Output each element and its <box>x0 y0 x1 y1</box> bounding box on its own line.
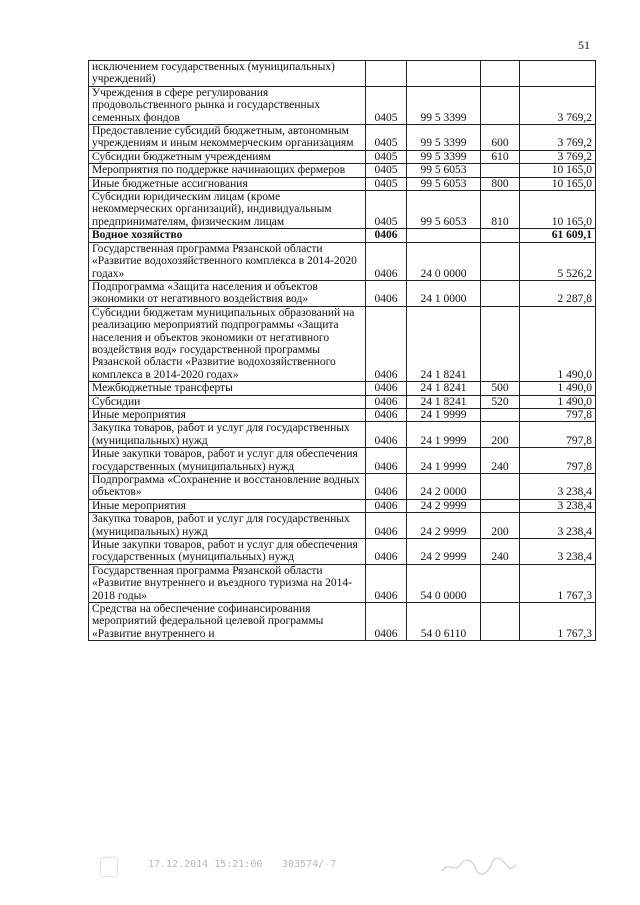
row-section-code: 0406 <box>366 499 407 512</box>
footer-date: 17.12.2014 15:21:00 <box>148 859 263 870</box>
row-expense-type <box>481 408 520 421</box>
row-target-code: 99 5 6053 <box>407 164 481 177</box>
row-target-code: 54 0 6110 <box>407 603 481 641</box>
row-expense-type <box>481 242 520 280</box>
row-expense-type <box>481 499 520 512</box>
row-amount: 3 238,4 <box>520 513 596 539</box>
row-amount: 3 238,4 <box>520 499 596 512</box>
row-target-code: 24 1 8241 <box>407 306 481 381</box>
table-row <box>89 513 596 539</box>
row-amount: 61 609,1 <box>520 229 596 242</box>
row-amount: 3 769,2 <box>520 86 596 124</box>
row-amount: 3 769,2 <box>520 150 596 163</box>
row-amount: 3 238,4 <box>520 539 596 565</box>
row-target-code: 24 2 9999 <box>407 499 481 512</box>
row-section-code: 0406 <box>366 564 407 602</box>
row-name: Подпрограмма «Защита населения и объектов экономики от негативного воздействия вод» <box>89 280 366 306</box>
page-number: 51 <box>578 38 590 52</box>
budget-table-body <box>89 61 596 641</box>
row-name: Субсидии бюджетам муниципальных образований на реализацию мероприятий подпрограммы «Защита населения и объектов экономики от негативного воздействия вод» государственной программы Рязанской области «Развитие водохозяйственного комплекса в 2014-2020 годах» <box>89 306 366 381</box>
row-name: Водное хозяйство <box>89 229 366 242</box>
row-name: Иные бюджетные ассигнования <box>89 177 366 190</box>
row-section-code: 0406 <box>366 395 407 408</box>
row-amount: 1 490,0 <box>520 395 596 408</box>
table-row <box>89 408 596 421</box>
table-row <box>89 395 596 408</box>
row-amount: 1 767,3 <box>520 603 596 641</box>
row-section-code: 0405 <box>366 177 407 190</box>
row-section-code: 0406 <box>366 513 407 539</box>
row-section-code: 0406 <box>366 408 407 421</box>
row-amount: 797,8 <box>520 422 596 448</box>
row-name: Государственная программа Рязанской области «Развитие внутреннего и въездного туризма на 2014-2018 годы» <box>89 564 366 602</box>
row-section-code: 0406 <box>366 539 407 565</box>
document-footer <box>100 855 520 879</box>
row-amount: 797,8 <box>520 448 596 474</box>
row-target-code: 99 5 3399 <box>407 86 481 124</box>
table-row <box>89 422 596 448</box>
table-row <box>89 229 596 242</box>
row-section-code: 0406 <box>366 280 407 306</box>
row-section-code <box>366 61 407 87</box>
row-section-code: 0405 <box>366 150 407 163</box>
row-amount: 1 490,0 <box>520 382 596 395</box>
budget-table <box>88 60 596 641</box>
row-amount: 10 165,0 <box>520 177 596 190</box>
row-target-code: 99 5 6053 <box>407 191 481 229</box>
row-name: Иные мероприятия <box>89 408 366 421</box>
row-section-code: 0406 <box>366 422 407 448</box>
row-target-code <box>407 229 481 242</box>
row-target-code: 24 1 9999 <box>407 408 481 421</box>
row-name: Мероприятия по поддержке начинающих фермеров <box>89 164 366 177</box>
row-name: Субсидии <box>89 395 366 408</box>
row-amount: 3 769,2 <box>520 125 596 151</box>
table-row <box>89 164 596 177</box>
row-section-code: 0406 <box>366 382 407 395</box>
row-name: Предоставление субсидий бюджетным, автономным учреждениям и иным некоммерческим организациям <box>89 125 366 151</box>
row-target-code: 24 0 0000 <box>407 242 481 280</box>
row-section-code: 0405 <box>366 164 407 177</box>
row-amount: 797,8 <box>520 408 596 421</box>
row-name: Межбюджетные трансферты <box>89 382 366 395</box>
row-name: Подпрограмма «Сохранение и восстановление водных объектов» <box>89 474 366 500</box>
row-name: Субсидии бюджетным учреждениям <box>89 150 366 163</box>
row-expense-type: 810 <box>481 191 520 229</box>
row-target-code: 24 2 9999 <box>407 513 481 539</box>
row-target-code: 24 1 9999 <box>407 422 481 448</box>
row-amount: 10 165,0 <box>520 164 596 177</box>
row-section-code: 0406 <box>366 448 407 474</box>
table-row <box>89 242 596 280</box>
row-expense-type <box>481 564 520 602</box>
row-expense-type: 240 <box>481 448 520 474</box>
row-expense-type: 200 <box>481 513 520 539</box>
row-section-code: 0405 <box>366 191 407 229</box>
row-expense-type: 800 <box>481 177 520 190</box>
table-row <box>89 61 596 87</box>
row-target-code: 24 1 8241 <box>407 395 481 408</box>
row-expense-type: 200 <box>481 422 520 448</box>
row-section-code: 0405 <box>366 86 407 124</box>
table-row <box>89 564 596 602</box>
row-section-code: 0405 <box>366 125 407 151</box>
row-name: исключением государственных (муниципальных) учреждений) <box>89 61 366 87</box>
row-amount: 3 238,4 <box>520 474 596 500</box>
row-name: Средства на обеспечение софинансирования мероприятий федеральной целевой программы «Развитие внутреннего и <box>89 603 366 641</box>
row-section-code: 0406 <box>366 306 407 381</box>
row-target-code: 99 5 3399 <box>407 125 481 151</box>
row-expense-type: 520 <box>481 395 520 408</box>
row-section-code: 0406 <box>366 229 407 242</box>
table-row <box>89 86 596 124</box>
table-row <box>89 125 596 151</box>
table-row <box>89 280 596 306</box>
row-target-code: 54 0 0000 <box>407 564 481 602</box>
table-row <box>89 448 596 474</box>
row-target-code: 99 5 3399 <box>407 150 481 163</box>
table-row <box>89 499 596 512</box>
row-expense-type <box>481 164 520 177</box>
table-row <box>89 382 596 395</box>
table-row <box>89 177 596 190</box>
row-name: Закупка товаров, работ и услуг для государственных (муниципальных) нужд <box>89 513 366 539</box>
row-expense-type: 240 <box>481 539 520 565</box>
table-row <box>89 474 596 500</box>
row-amount: 2 287,8 <box>520 280 596 306</box>
row-target-code <box>407 61 481 87</box>
row-name: Субсидии юридическим лицам (кроме некоммерческих организаций), индивидуальным предпринимателям, физическим лицам <box>89 191 366 229</box>
row-target-code: 24 1 0000 <box>407 280 481 306</box>
signature-scribble-icon <box>440 855 520 877</box>
row-name: Иные закупки товаров, работ и услуг для обеспечения государственных (муниципальных) нужд <box>89 448 366 474</box>
row-name: Иные мероприятия <box>89 499 366 512</box>
row-name: Закупка товаров, работ и услуг для государственных (муниципальных) нужд <box>89 422 366 448</box>
row-section-code: 0406 <box>366 242 407 280</box>
row-section-code: 0406 <box>366 474 407 500</box>
row-expense-type: 600 <box>481 125 520 151</box>
table-row <box>89 539 596 565</box>
row-expense-type <box>481 474 520 500</box>
row-expense-type: 500 <box>481 382 520 395</box>
row-name: Иные закупки товаров, работ и услуг для обеспечения государственных (муниципальных) нужд <box>89 539 366 565</box>
row-amount: 10 165,0 <box>520 191 596 229</box>
row-expense-type <box>481 229 520 242</box>
row-target-code: 99 5 6053 <box>407 177 481 190</box>
row-target-code: 24 2 0000 <box>407 474 481 500</box>
row-name: Учреждения в сфере регулирования продовольственного рынка и государственных семенных фондов <box>89 86 366 124</box>
row-expense-type <box>481 603 520 641</box>
table-row <box>89 306 596 381</box>
row-expense-type <box>481 306 520 381</box>
table-row <box>89 191 596 229</box>
stamp-icon <box>100 857 118 877</box>
row-amount: 1 490,0 <box>520 306 596 381</box>
row-expense-type <box>481 280 520 306</box>
row-expense-type <box>481 86 520 124</box>
row-target-code: 24 2 9999 <box>407 539 481 565</box>
row-amount <box>520 61 596 87</box>
footer-code: 303574/-7 <box>282 859 337 870</box>
row-name: Государственная программа Рязанской области «Развитие водохозяйственного комплекса в 2014-2020 годах» <box>89 242 366 280</box>
row-target-code: 24 1 8241 <box>407 382 481 395</box>
row-amount: 1 767,3 <box>520 564 596 602</box>
row-amount: 5 526,2 <box>520 242 596 280</box>
row-target-code: 24 1 9999 <box>407 448 481 474</box>
table-row <box>89 603 596 641</box>
row-expense-type <box>481 61 520 87</box>
table-row <box>89 150 596 163</box>
row-expense-type: 610 <box>481 150 520 163</box>
row-section-code: 0406 <box>366 603 407 641</box>
